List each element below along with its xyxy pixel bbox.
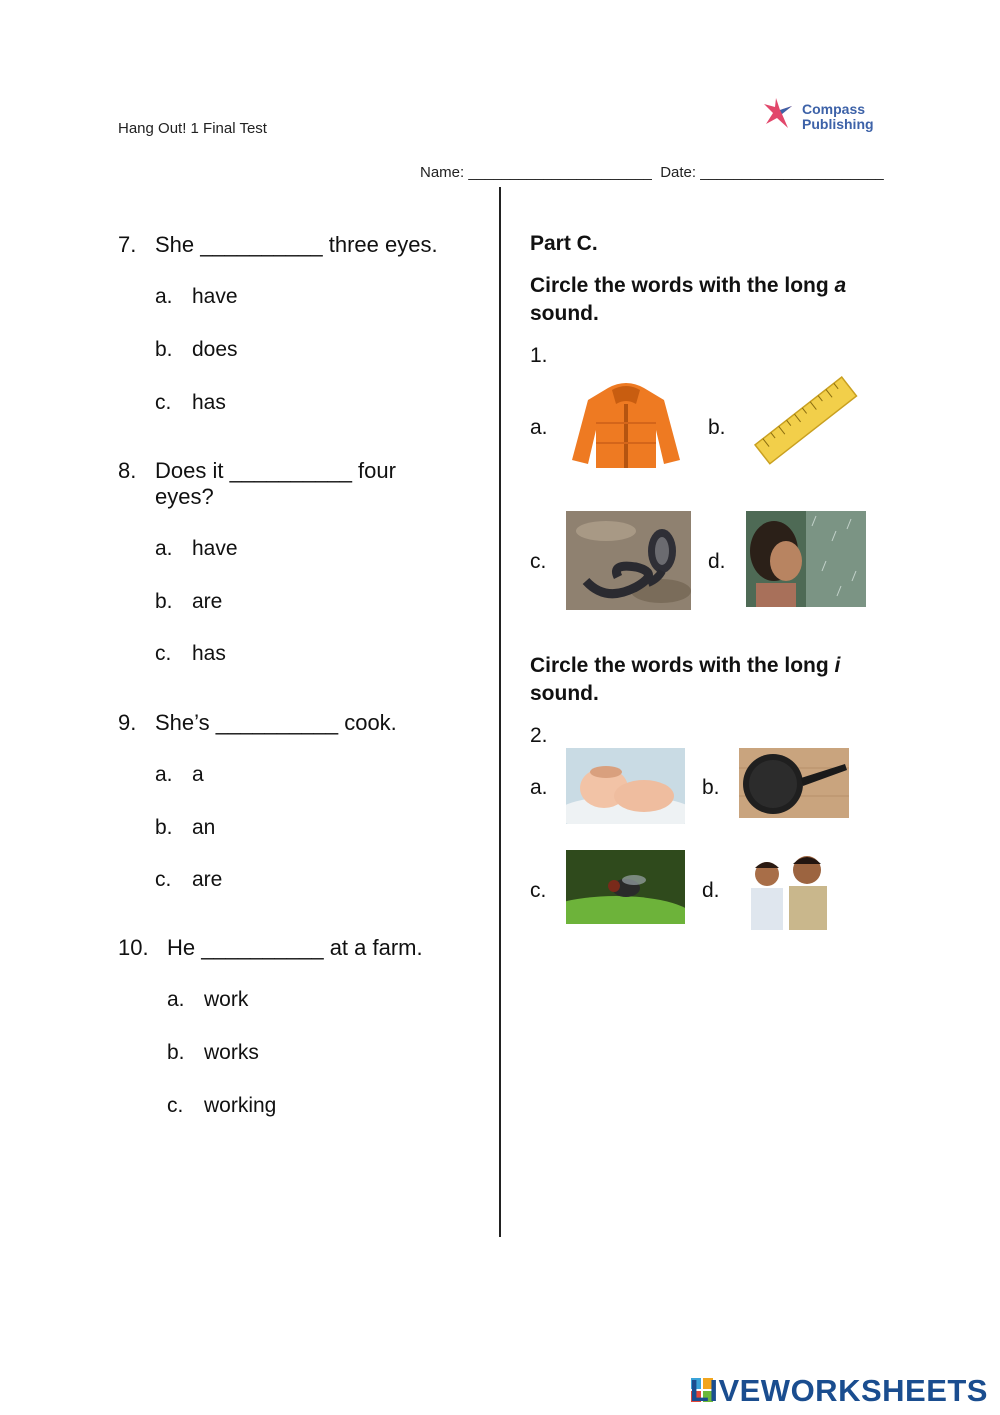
ex2-label-c: c. <box>530 879 547 902</box>
question-10: 10. He __________ at a farm. <box>118 935 423 960</box>
ex2-label-a: a. <box>530 776 548 799</box>
worksheet-title: Hang Out! 1 Final Test <box>118 120 267 137</box>
question-7-option-c[interactable]: c. has <box>155 391 226 414</box>
fly-picture[interactable] <box>566 850 685 924</box>
column-divider <box>499 187 501 1237</box>
question-8: 8. Does it __________ four eyes? <box>118 458 396 509</box>
ex2-label-d: d. <box>702 879 720 902</box>
ex1-label-b: b. <box>708 416 726 439</box>
question-9-option-a[interactable]: a. a <box>155 763 204 786</box>
exercise-2-number: 2. <box>530 724 548 747</box>
ex1-label-c: c. <box>530 550 547 573</box>
cobra-picture[interactable] <box>566 511 691 610</box>
question-9-option-c[interactable]: c. are <box>155 868 223 891</box>
girl-in-rain-picture[interactable] <box>746 511 866 607</box>
instruction-long-i: Circle the words with the long i sound. <box>530 654 841 705</box>
ex1-label-a: a. <box>530 416 548 439</box>
question-7: 7. She __________ three eyes. <box>118 232 438 257</box>
instruction-long-a: Circle the words with the long a sound. <box>530 274 847 325</box>
question-7-option-b[interactable]: b. does <box>155 338 238 361</box>
liveworksheets-brand[interactable]: LIVEWORKSHEETS <box>689 1373 988 1408</box>
star-icon <box>762 94 802 134</box>
question-8-option-c[interactable]: c. has <box>155 642 226 665</box>
question-8-option-b[interactable]: b. are <box>155 590 223 613</box>
question-7-option-a[interactable]: a. have <box>155 285 238 308</box>
name-date-line[interactable]: Name: ______________________ Date: ______________________ <box>420 164 884 181</box>
jacket-picture[interactable] <box>568 378 684 472</box>
question-9-option-b[interactable]: b. an <box>155 816 216 839</box>
part-c-title: Part C. <box>530 232 598 255</box>
question-8-option-a[interactable]: a. have <box>155 537 238 560</box>
boys-whispering-picture[interactable] <box>739 850 837 930</box>
question-10-option-a[interactable]: a. work <box>167 988 249 1011</box>
logo-text: Compass Publishing <box>802 101 874 132</box>
baby-sleeping-picture[interactable] <box>566 748 685 824</box>
ex2-label-b: b. <box>702 776 720 799</box>
exercise-1-number: 1. <box>530 344 548 367</box>
question-10-option-b[interactable]: b. works <box>167 1041 259 1064</box>
ruler-picture[interactable] <box>752 370 862 474</box>
ex1-label-d: d. <box>708 550 726 573</box>
question-10-option-c[interactable]: c. working <box>167 1094 277 1117</box>
frying-pan-picture[interactable] <box>739 748 849 818</box>
question-9: 9. She’s __________ cook. <box>118 710 397 735</box>
